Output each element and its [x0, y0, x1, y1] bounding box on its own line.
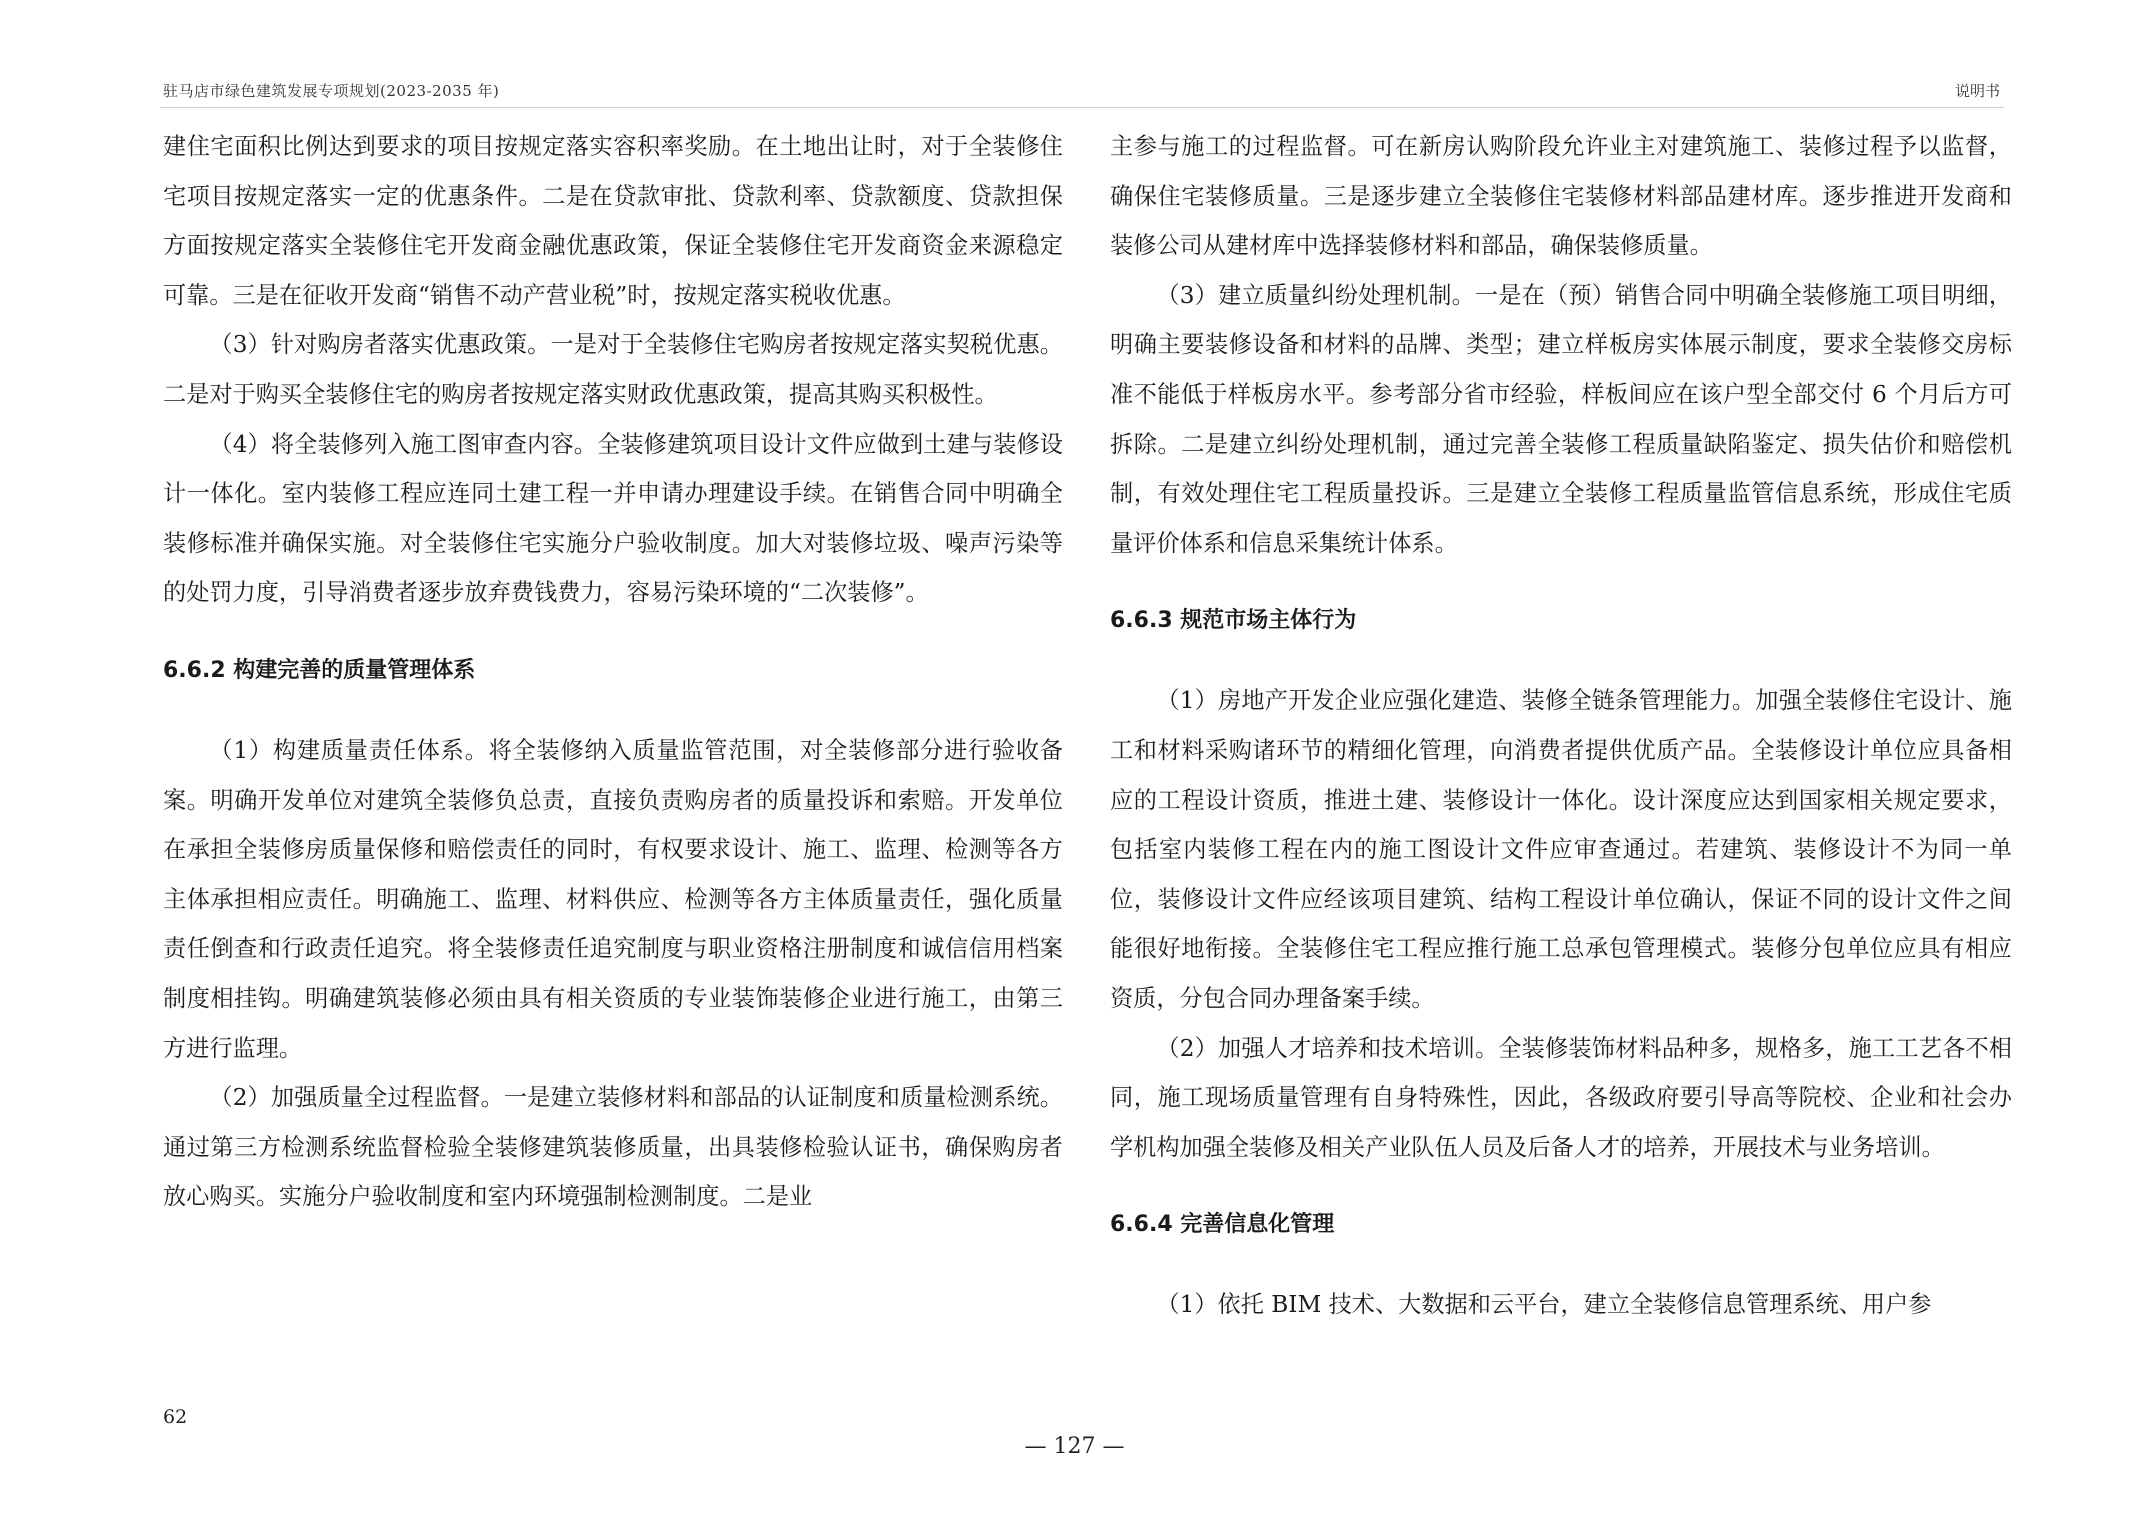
paragraph: （3）针对购房者落实优惠政策。一是对于全装修住宅购房者按规定落实契税优惠。二是对于购买全装修住宅的购房者按规定落实财政优惠政策，提高其购买积极性。	[163, 331, 1063, 408]
right-column	[1110, 122, 2012, 1330]
original-page-number: 62	[163, 1406, 188, 1428]
paragraph: 主参与施工的过程监督。可在新房认购阶段允许业主对建筑施工、装修过程予以监督，确保住宅装修质量。三是逐步建立全装修住宅装修材料部品建材库。逐步推进开发商和装修公司从建材库中选择装修材料和部品，确保装修质量。	[1110, 133, 2012, 260]
document-header-title: 驻马店市绿色建筑发展专项规划(2023-2035 年)	[163, 82, 500, 100]
left-column	[163, 122, 1063, 1222]
paragraph: （3）建立质量纠纷处理机制。一是在（预）销售合同中明确全装修施工项目明细，明确主要装修设备和材料的品牌、类型；建立样板房实体展示制度，要求全装修交房标准不能低于样板房水平。参考部分省市经验，样板间应在该户型全部交付 6 个月后方可拆除。二是建立纠纷处理机制，通过完善全装修工程质量缺陷鉴定、损失估价和赔偿机制，有效处理住宅工程质量投诉。三是建立全装修工程质量监管信息系统，形成住宅质量评价体系和信息采集统计体系。	[1110, 281, 2012, 557]
paragraph: （1）依托 BIM 技术、大数据和云平台，建立全装修信息管理系统、用户参	[1156, 1291, 1932, 1319]
paragraph: （4）将全装修列入施工图审查内容。全装修建筑项目设计文件应做到土建与装修设计一体化。室内装修工程应连同土建工程一并申请办理建设手续。在销售合同中明确全装修标准并确保实施。对全装修住宅实施分户验收制度。加大对装修垃圾、噪声污染等的处罚力度，引导消费者逐步放弃费钱费力，容易污染环境的“二次装修”。	[163, 430, 1063, 607]
paragraph: （2）加强人才培养和技术培训。全装修装饰材料品种多，规格多，施工工艺各不相同，施工现场质量管理有自身特殊性，因此，各级政府要引导高等院校、企业和社会办学机构加强全装修及相关产业队伍人员及后备人才的培养，开展技术与业务培训。	[1110, 1034, 2012, 1161]
document-header-section: 说明书	[1954, 82, 2000, 100]
paragraph: 建住宅面积比例达到要求的项目按规定落实容积率奖励。在土地出让时，对于全装修住宅项目按规定落实一定的优惠条件。二是在贷款审批、贷款利率、贷款额度、贷款担保方面按规定落实全装修住宅开发商金融优惠政策，保证全装修住宅开发商资金来源稳定可靠。三是在征收开发商“销售不动产营业税”时，按规定落实税收优惠。	[163, 133, 1063, 309]
page-number: — 127 —	[1024, 1434, 1125, 1459]
paragraph: （1）构建质量责任体系。将全装修纳入质量监管范围，对全装修部分进行验收备案。明确开发单位对建筑全装修负总责，直接负责购房者的质量投诉和索赔。开发单位在承担全装修房质量保修和赔偿责任的同时，有权要求设计、施工、监理、检测等各方主体承担相应责任。明确施工、监理、材料供应、检测等各方主体质量责任，强化质量责任倒查和行政责任追究。将全装修责任追究制度与职业资格注册制度和诚信信用档案制度相挂钩。明确建筑装修必须由具有相关资质的专业装饰装修企业进行施工，由第三方进行监理。	[163, 736, 1063, 1062]
paragraph: （2）加强质量全过程监督。一是建立装修材料和部品的认证制度和质量检测系统。通过第三方检测系统监督检验全装修建筑装修质量，出具装修检验认证书，确保购房者放心购买。实施分户验收制度和室内环境强制检测制度。二是业	[163, 1084, 1063, 1211]
paragraph: （1）房地产开发企业应强化建造、装修全链条管理能力。加强全装修住宅设计、施工和材料采购诸环节的精细化管理，向消费者提供优质产品。全装修设计单位应具备相应的工程设计资质，推进土建、装修设计一体化。设计深度应达到国家相关规定要求，包括室内装修工程在内的施工图设计文件应审查通过。若建筑、装修设计不为同一单位，装修设计文件应经该项目建筑、结构工程设计单位确认，保证不同的设计文件之间能很好地衔接。全装修住宅工程应推行施工总承包管理模式。装修分包单位应具有相应资质，分包合同办理备案手续。	[1110, 687, 2012, 1012]
header-divider	[160, 107, 2004, 108]
section-heading: 6.6.4 完善信息化管理	[1110, 1212, 1335, 1238]
section-heading: 6.6.2 构建完善的质量管理体系	[163, 657, 476, 683]
section-heading: 6.6.3 规范市场主体行为	[1110, 608, 1357, 634]
